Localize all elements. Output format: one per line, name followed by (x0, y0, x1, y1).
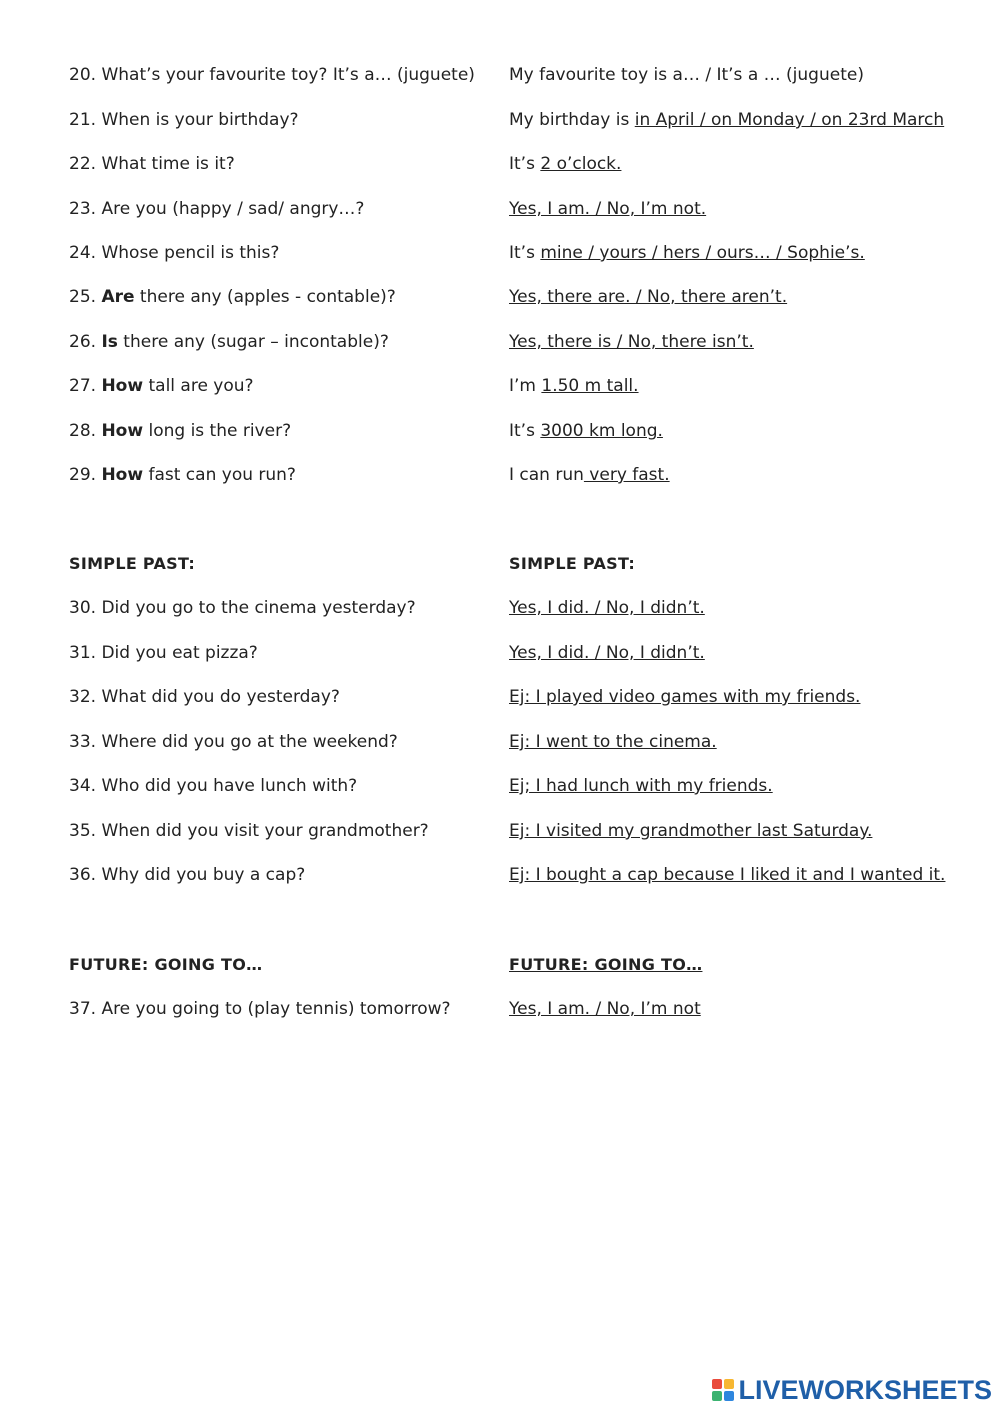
question-22 (69, 152, 235, 176)
answer-30: Yes, I did. / No, I didn’t. (509, 598, 705, 618)
question-number: 20. (69, 65, 97, 85)
answer-29 (509, 463, 670, 487)
answer-prefix: It’s (509, 243, 541, 263)
answer-22 (509, 152, 621, 176)
question-keyword: How (101, 376, 144, 396)
question-keyword: Is (101, 332, 118, 352)
answer-32: Ej: I played video games with my friends. (509, 687, 861, 707)
answer-underlined: Yes, I am. / No, I’m not. (509, 199, 707, 219)
answer-underlined: 2 o’clock. (540, 154, 622, 174)
question-text: there any (sugar – incontable)? (117, 332, 389, 352)
question-32: 32. What did you do yesterday? (69, 687, 340, 707)
liveworksheets-logo[interactable] (712, 1375, 992, 1405)
answer-underlined: 3000 km long. (540, 421, 663, 441)
answer-24 (509, 241, 865, 265)
answer-25 (509, 285, 787, 309)
logo-square-red (712, 1379, 722, 1389)
question-33: 33. Where did you go at the weekend? (69, 732, 398, 752)
question-number: 24. (69, 243, 97, 263)
question-text: Whose pencil is this? (101, 243, 280, 263)
question-number: 26. (69, 332, 97, 352)
answer-underlined: mine / yours / hers / ours… / Sophie’s. (540, 243, 865, 263)
question-text: When is your birthday? (101, 110, 299, 130)
answer-prefix: It’s (509, 421, 541, 441)
logo-square-yellow (724, 1379, 734, 1389)
answer-23 (509, 197, 706, 221)
question-number: 28. (69, 421, 97, 441)
answer-prefix: My birthday is (509, 110, 635, 130)
question-keyword: How (101, 421, 144, 441)
question-21 (69, 108, 299, 132)
answer-20 (509, 63, 864, 87)
question-number: 21. (69, 110, 97, 130)
answer-underlined: Yes, there is / No, there isn’t. (509, 332, 754, 352)
question-text: long is the river? (143, 421, 292, 441)
question-26 (69, 330, 389, 354)
answer-36: Ej: I bought a cap because I liked it and I wanted it. (509, 865, 946, 885)
question-text: fast can you run? (143, 465, 296, 485)
question-36: 36. Why did you buy a cap? (69, 865, 306, 885)
question-20 (69, 63, 475, 87)
question-number: 22. (69, 154, 97, 174)
answer-21 (509, 108, 944, 132)
answer-37: Yes, I am. / No, I’m not (509, 999, 701, 1019)
question-number: 29. (69, 465, 97, 485)
question-text: Are you (happy / sad/ angry…? (101, 199, 365, 219)
question-37: 37. Are you going to (play tennis) tomorrow? (69, 999, 451, 1019)
question-24 (69, 241, 279, 265)
answer-prefix: I can run (509, 465, 584, 485)
question-number: 23. (69, 199, 97, 219)
answer-underlined: in April / on Monday / on 23rd March (634, 110, 945, 130)
logo-square-green (712, 1391, 722, 1401)
question-27 (69, 374, 254, 398)
answer-prefix: It’s (509, 154, 541, 174)
question-25 (69, 285, 396, 309)
answer-underlined: very fast. (583, 465, 670, 485)
section-heading-future: FUTURE: GOING TO… (69, 955, 263, 974)
logo-square-blue (724, 1391, 734, 1401)
section-heading-simple-past: SIMPLE PAST: (69, 554, 196, 573)
answer-26 (509, 330, 754, 354)
question-keyword: How (101, 465, 144, 485)
answer-prefix: I’m (509, 376, 542, 396)
answer-33: Ej: I went to the cinema. (509, 732, 717, 752)
question-number: 27. (69, 376, 97, 396)
answer-31: Yes, I did. / No, I didn’t. (509, 643, 705, 663)
question-text: What time is it? (101, 154, 235, 174)
section-heading-simple-past-answers: SIMPLE PAST: (509, 554, 636, 573)
question-29 (69, 463, 296, 487)
question-23 (69, 197, 364, 221)
answer-underlined: 1.50 m tall. (541, 376, 639, 396)
answer-underlined: Yes, there are. / No, there aren’t. (509, 287, 788, 307)
section-heading-future-answers: FUTURE: GOING TO… (509, 955, 703, 974)
answer-27 (509, 374, 639, 398)
answer-28 (509, 419, 663, 443)
question-35: 35. When did you visit your grandmother? (69, 821, 429, 841)
question-34: 34. Who did you have lunch with? (69, 776, 358, 796)
question-28 (69, 419, 291, 443)
logo-text: LIVEWORKSHEETS (738, 1374, 992, 1405)
answer-text: My favourite toy is a… / It’s a … (juguete) (509, 65, 864, 85)
question-number: 25. (69, 287, 97, 307)
question-text: What’s your favourite toy? It’s a… (juguete) (101, 65, 475, 85)
question-keyword: Are (101, 287, 135, 307)
liveworksheets-logo-icon (712, 1379, 734, 1401)
question-text: tall are you? (143, 376, 254, 396)
question-30: 30. Did you go to the cinema yesterday? (69, 598, 416, 618)
question-31: 31. Did you eat pizza? (69, 643, 258, 663)
answer-35: Ej: I visited my grandmother last Saturday. (509, 821, 873, 841)
answer-34: Ej; I had lunch with my friends. (509, 776, 773, 796)
question-text: there any (apples - contable)? (134, 287, 396, 307)
